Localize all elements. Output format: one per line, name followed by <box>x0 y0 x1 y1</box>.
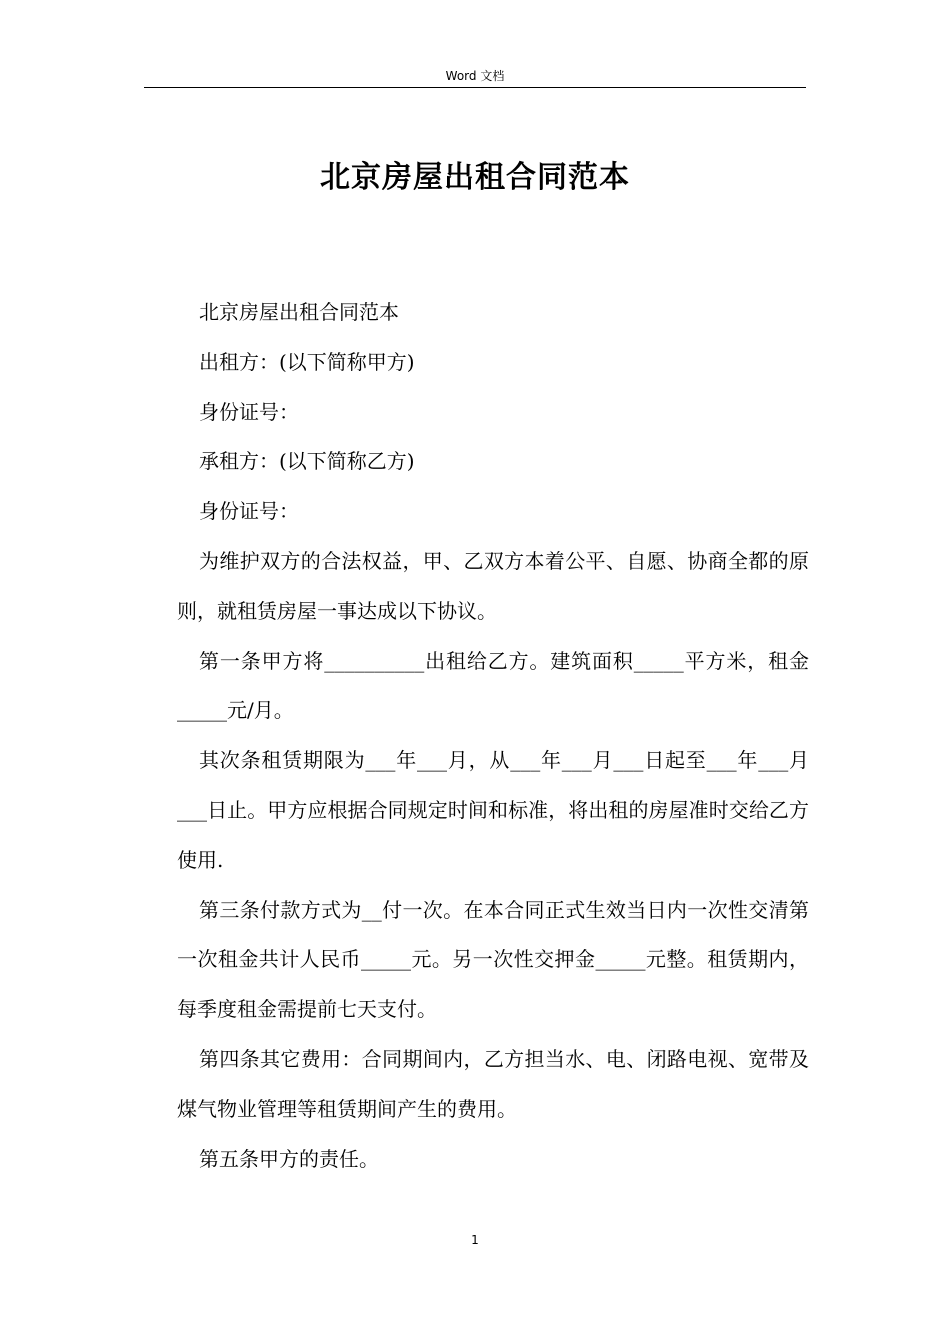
paragraph-lessor: 出租方：(以下简称甲方) <box>199 349 415 374</box>
paragraph-article-5: 第五条甲方的责任。 <box>199 1146 379 1171</box>
page-header-label: Word 文档 <box>445 69 505 83</box>
paragraph-preamble: 为维护双方的合法权益，甲、乙双方本着公平、自愿、协商全都的原则，就租赁房屋一事达成以下协议。 <box>177 548 809 623</box>
paragraph-article-2: 其次条租赁期限为___年___月，从___年___月___日起至___年___月___日止。甲方应根据合同规定时间和标准，将出租的房屋准时交给乙方使用. <box>177 748 809 872</box>
paragraph-subtitle: 北京房屋出租合同范本 <box>199 300 399 324</box>
paragraph-article-1: 第一条甲方将__________出租给乙方。建筑面积_____平方米，租金_____元/月。 <box>177 648 809 723</box>
paragraph-lessee: 承租方：(以下简称乙方) <box>199 449 415 474</box>
document-body <box>177 288 809 1184</box>
paragraph-lessor-id: 身份证号： <box>199 399 299 424</box>
document-title: 北京房屋出租合同范本 <box>320 160 630 195</box>
paragraph-lessee-id: 身份证号： <box>199 499 299 524</box>
header-divider <box>144 87 806 88</box>
paragraph-article-3: 第三条付款方式为__付一次。在本合同正式生效当日内一次性交清第一次租金共计人民币_____元。另一次性交押金_____元整。租赁期内，每季度租金需提前七天支付。 <box>177 897 809 1022</box>
paragraph-article-4: 第四条其它费用：合同期间内，乙方担当水、电、闭路电视、宽带及煤气物业管理等租赁期间产生的费用。 <box>177 1046 809 1121</box>
page-number: 1 <box>471 1233 479 1247</box>
